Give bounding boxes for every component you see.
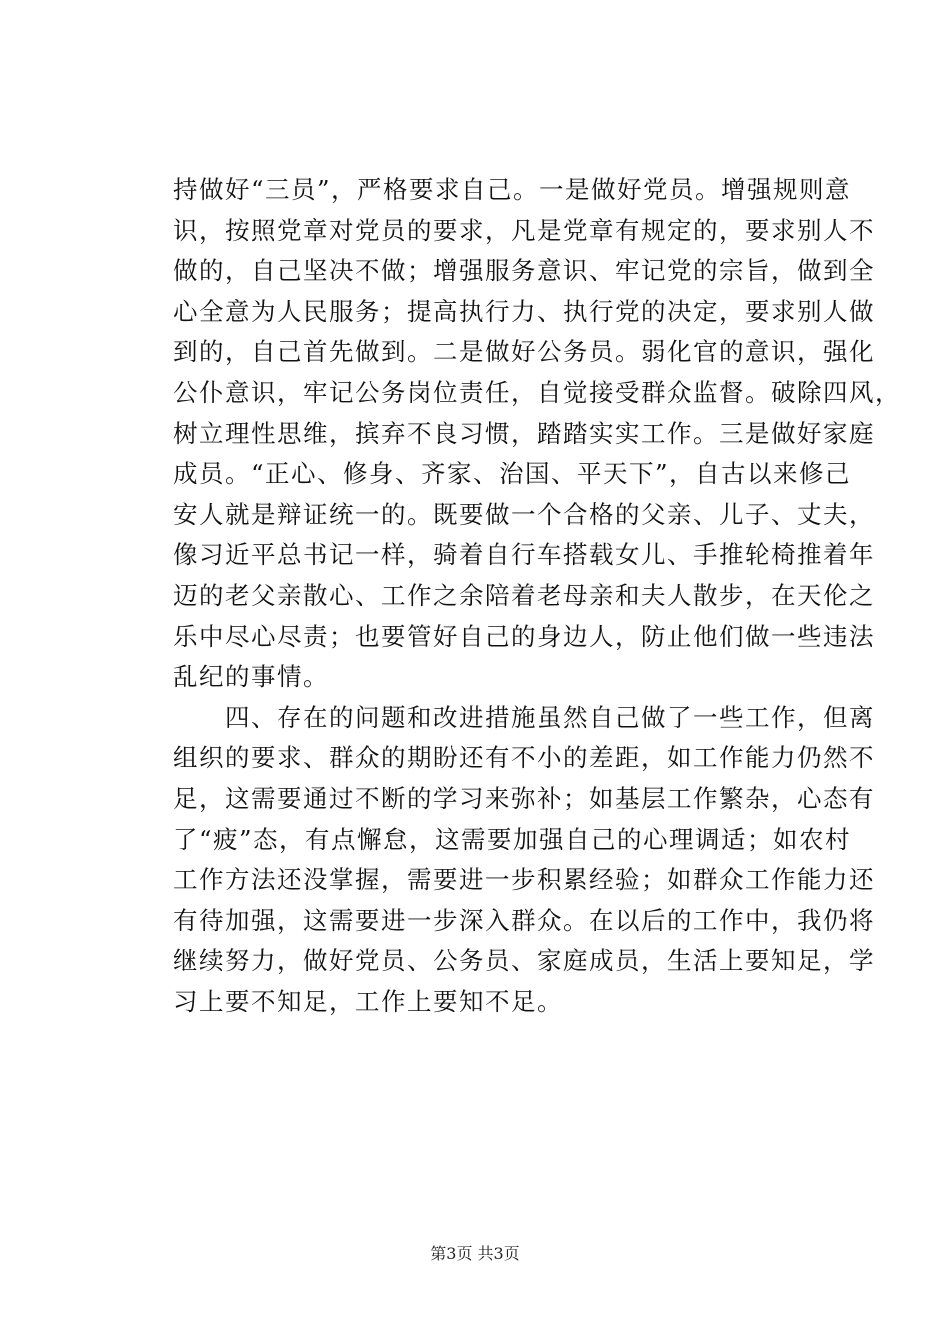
text-line: 心全意为人民服务；提高执行力、执行党的决定，要求别人做 [173,296,875,326]
text-line: 成员。“正心、修身、齐家、治国、平天下”，自古以来修己 [173,459,852,489]
text-line: 持做好“三员”，严格要求自己。一是做好党员。增强规则意 [173,175,852,204]
text-line: 公仆意识，牢记公务岗位责任，自觉接受群众监督。破除四风， [173,377,901,407]
text-line: 安人就是辩证统一的。既要做一个合格的父亲、儿子、丈夫， [173,499,875,529]
text-line: 继续努力，做好党员、公务员、家庭成员，生活上要知足，学 [173,946,875,976]
text-line: 做的，自己坚决不做；增强服务意识、牢记党的宗旨，做到全 [173,256,875,286]
text-line: 习上要不知足，工作上要知不足。 [173,986,563,1016]
text-line: 乱纪的事情。 [173,662,329,692]
body-text [173,170,901,1022]
page-number: 第3页 共3页 [430,1244,520,1263]
text-line: 迈的老父亲散心、工作之余陪着老母亲和夫人散步，在天伦之 [173,580,875,610]
text-line: 足，这需要通过不断的学习来弥补；如基层工作繁杂，心态有 [173,783,875,813]
text-line: 乐中尽心尽责；也要管好自己的身边人，防止他们做一些违法 [173,621,875,651]
text-line: 像习近平总书记一样，骑着自行车搭载女儿、手推轮椅推着年 [173,540,875,570]
text-line: 树立理性思维，摈弃不良习惯，踏踏实实工作。三是做好家庭 [173,418,875,448]
text-line: 四、存在的问题和改进措施虽然自己做了一些工作，但离 [173,702,875,732]
page-footer [0,1243,950,1265]
text-line: 识，按照党章对党员的要求，凡是党章有规定的，要求别人不 [173,215,875,245]
text-line: 了“疲”态，有点懈怠，这需要加强自己的心理调适；如农村 [173,824,852,854]
text-line: 组织的要求、群众的期盼还有不小的差距，如工作能力仍然不 [173,743,875,773]
text-line: 工作方法还没掌握，需要进一步积累经验；如群众工作能力还 [173,865,875,895]
text-line: 有待加强，这需要进一步深入群众。在以后的工作中，我仍将 [173,905,875,935]
text-line: 到的，自己首先做到。二是做好公务员。弱化官的意识，强化 [173,337,875,367]
